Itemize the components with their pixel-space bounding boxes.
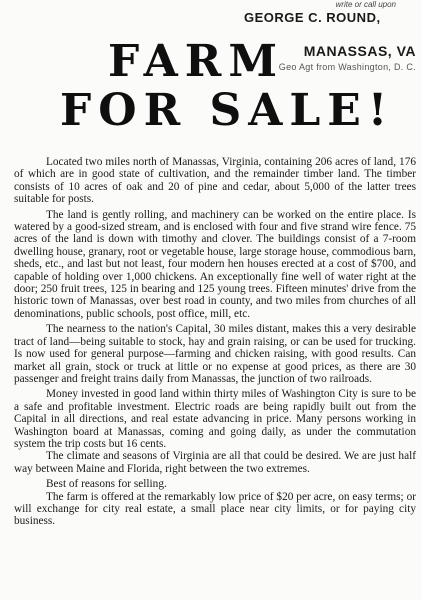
stamp-name: GEORGE C. ROUND, [244, 10, 381, 25]
paragraph-location: Located two miles north of Manassas, Virginia, containing 206 acres of land, 176 of which are in good state of cultivation, and the remainder timber land. The timber consists of 10 acres of oak and 20 of pine and cedar, about 5,000 of the latter trees suitable for posts. [14, 156, 416, 206]
paragraph-climate: The climate and seasons of Virginia are all that could be desired. We are just half way between Maine and Florida, right between the two extremes. [14, 450, 416, 475]
paragraph-investment: Money invested in good land within thirty miles of Washington City is sure to be a safe and profitable investment. Electric roads are being rapidly built out from the Capital in all directions, and real estate advancing in price. Many persons working in Washington board at Manassas, coming and going daily, as under the commutation system the trip costs but 16 cents. [14, 388, 416, 450]
paragraph-price: The farm is offered at the remarkably low price of $20 per acre, on easy terms; or will exchange for city real estate, a small place near city limits, or for paying city business. [14, 490, 416, 528]
paragraph-capital: The nearness to the nation's Capital, 30 miles distant, makes this a very desirable tract of land—being suitable to stock, hay and grain raising, or can be used for trucking. Is now used for general purpose—farming and chicken raising, with good results. Can market all grain, stock or truck at little or no expense at good prices, as there are 30 passenger and freight trains daily from Manassas, the junction of two railroads. [14, 323, 416, 385]
headline-farm: FARM [107, 36, 285, 87]
ad-body [14, 156, 416, 531]
stamp-city: MANASSAS, VA [303, 43, 416, 59]
paragraph-land: The land is gently rolling, and machinery can be worked on the entire place. Is watered by a good-sized stream, and is enclosed with four and five strand wire fence. 75 acres of the land is down with timothy and clover. The buildings consist of a 7-room dwelling house, granary, root or vegetable house, large storage house, commodious barn, sheds, etc., and last but not least, four modern hen houses erected at a cost of $700, and capable of holding over 1,000 chickens. An exceptionally fine well of water right at the door; 250 fruit trees, 125 in bearing and 125 young trees. Fifteen minutes' drive from the historic town of Manassas, over best road in county, and two miles from churches of all denominations, public schools, post office, mill, etc. [14, 208, 416, 320]
stamp-address: Geo Agt from Washington, D. C. [278, 62, 416, 72]
headline-for-sale: FOR SALE! [60, 85, 395, 136]
paragraph-reasons: Best of reasons for selling. [46, 478, 167, 491]
stamp-note: write or call upon [335, 0, 396, 9]
